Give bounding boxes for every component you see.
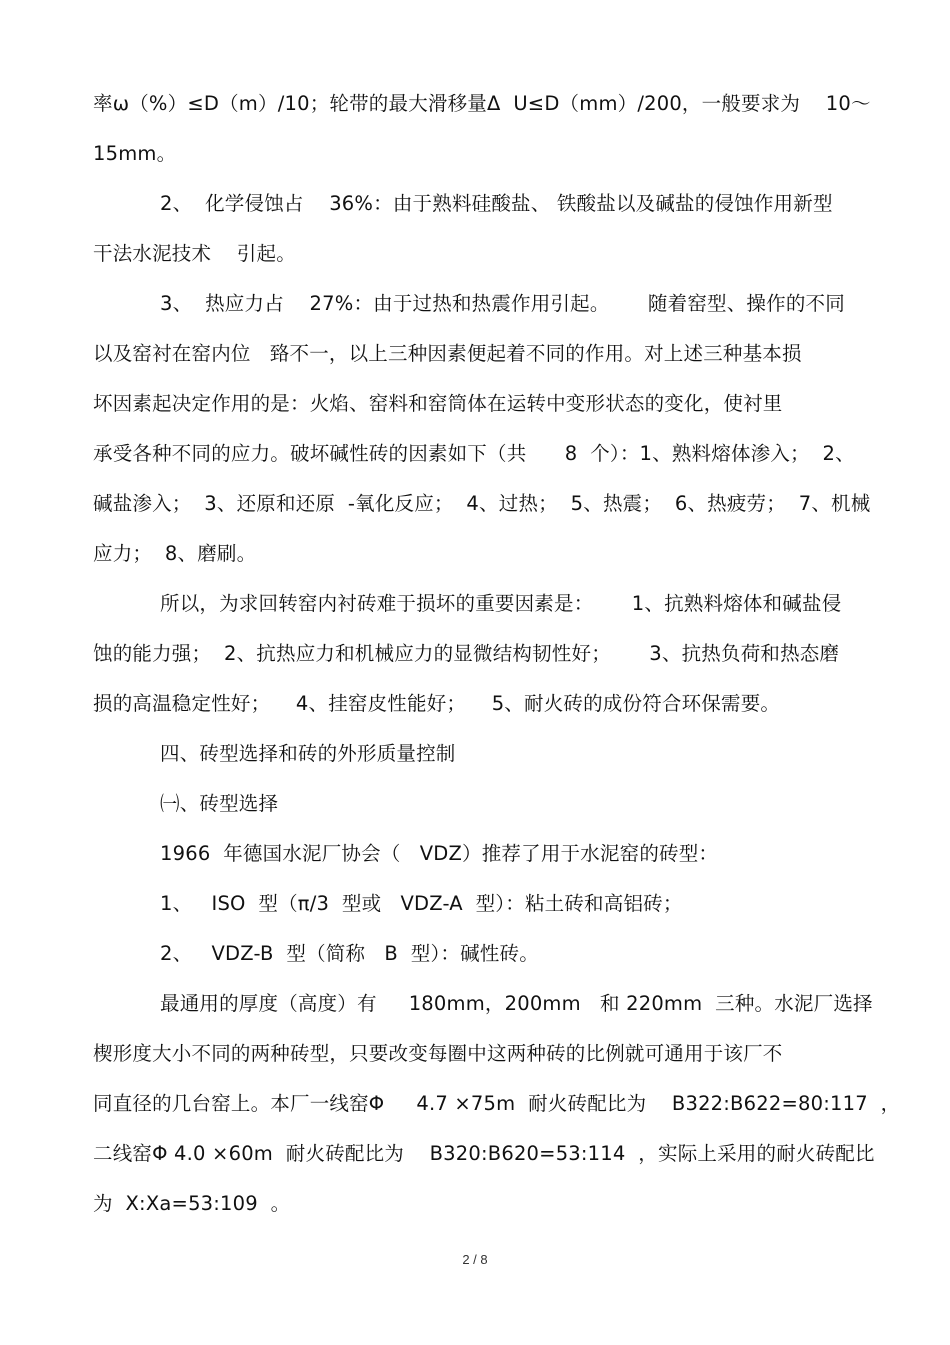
subsection-heading: ㈠、砖型选择 [160, 792, 279, 815]
text-line: 蚀的能力强； 2、抗热应力和机械应力的显微结构韧性好； 3、抗热负荷和热态磨 [93, 642, 840, 665]
text-line: 1966 年德国水泥厂协会（ VDZ）推荐了用于水泥窑的砖型： [160, 842, 719, 865]
text-line: 承受各种不同的应力。破坏碱性砖的因素如下（共 8 个）：1、熟料熔体渗入； 2、 [93, 442, 855, 465]
text-line: 干法水泥技术 引起。 [93, 242, 296, 265]
text-line: 同直径的几台窑上。本厂一线窑Φ 4.7 ×75m 耐火砖配比为 B322:B622=80:117 ， [93, 1092, 901, 1115]
text-line: 率ω（%）≤D（m）/10；轮带的最大滑移量Δ U≤D（mm）/200，一般要求为 10～ [93, 92, 871, 115]
text-line: 以及窑衬在窑内位 臵不一，以上三种因素便起着不同的作用。对上述三种基本损 [93, 342, 802, 365]
section-heading: 四、砖型选择和砖的外形质量控制 [160, 742, 456, 765]
text-line: 15mm。 [93, 142, 177, 165]
text-line: 楔形度大小不同的两种砖型，只要改变每圈中这两种砖的比例就可通用于该厂不 [93, 1042, 783, 1065]
text-line: 为 X:Xa=53:109 。 [93, 1192, 291, 1215]
text-line: 坏因素起决定作用的是：火焰、窑料和窑筒体在运转中变形状态的变化，使衬里 [93, 392, 783, 415]
text-line: 所以，为求回转窑内衬砖难于损坏的重要因素是： 1、抗熟料熔体和碱盐侵 [160, 592, 842, 615]
text-line: 应力； 8、磨刷。 [93, 542, 257, 565]
text-line: 最通用的厚度（高度）有 180mm，200mm 和 220mm 三种。水泥厂选择 [160, 992, 873, 1015]
text-line: 损的高温稳定性好； 4、挂窑皮性能好； 5、耐火砖的成份符合环保需要。 [93, 692, 781, 715]
text-line: 碱盐渗入； 3、还原和还原 -氧化反应； 4、过热； 5、热震； 6、热疲劳； 7、机械 [93, 492, 871, 515]
page-number: 2 / 8 [462, 1252, 488, 1267]
text-line: 3、 热应力占 27%：由于过热和热震作用引起。 随着窑型、操作的不同 [160, 292, 845, 315]
list-item: 1、 ISO 型（π/3 型或 VDZ-A 型）：粘土砖和高铝砖； [160, 892, 683, 915]
text-line: 2、 化学侵蚀占 36%：由于熟料硅酸盐、 铁酸盐以及碱盐的侵蚀作用新型 [160, 192, 833, 215]
list-item: 2、 VDZ-B 型（简称 B 型）：碱性砖。 [160, 942, 539, 965]
text-line: 二线窑Φ 4.0 ×60m 耐火砖配比为 B320:B620=53:114 ，实际上采用的耐火砖配比 [93, 1142, 875, 1165]
